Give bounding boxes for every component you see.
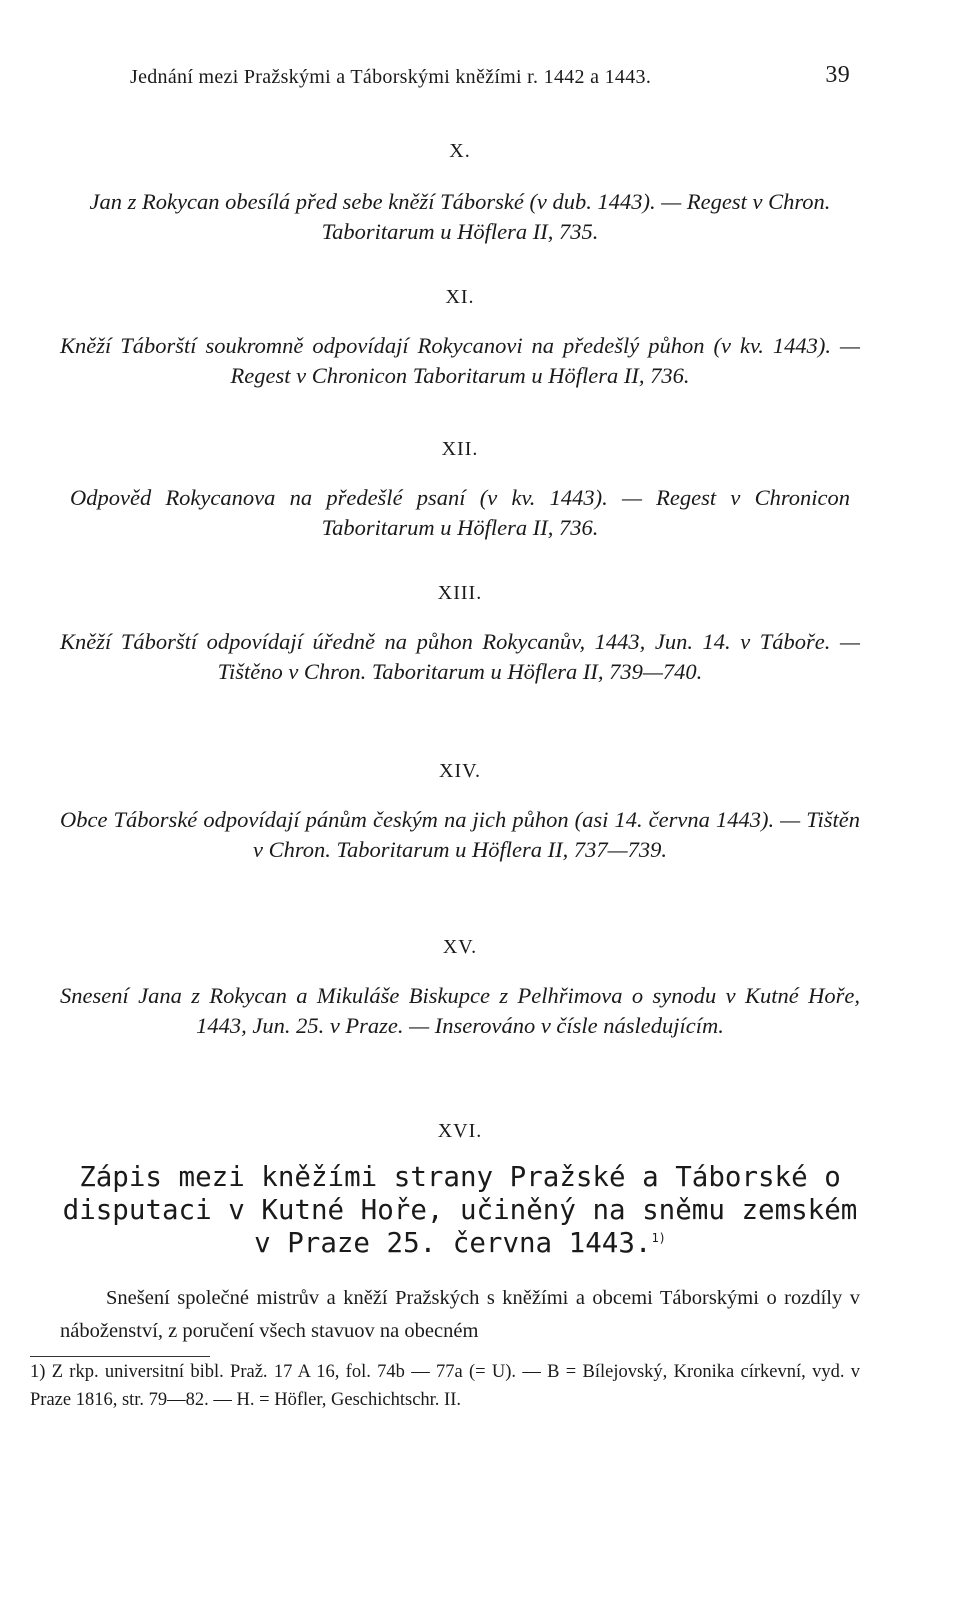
section-xvi <box>60 1120 860 1348</box>
section-numeral: XIII. <box>437 582 483 604</box>
footnote: 1) Z rkp. universitní bibl. Praž. 17 A 16, fol. 74b — 77a (= U). — B = Bílejovský, Kronika církevní, vyd. v Praze 1816, str. 79—82. — H. = Höfler, Geschichtschr. II. <box>30 1362 860 1410</box>
page-header <box>130 62 850 96</box>
section-numeral: XII. <box>441 438 479 460</box>
footnotes <box>30 1358 860 1414</box>
section-numeral: XI. <box>445 286 475 308</box>
page-number: 39 <box>825 62 850 88</box>
document-title <box>60 1161 860 1260</box>
section-regest: Obce Táborské odpovídají pánům českým na jich půhon (asi 14. června 1443). — Tištěn v Chron. Taboritarum u Höflera II, 737—739. <box>60 807 860 862</box>
section-numeral: X. <box>449 140 471 162</box>
section-xv <box>60 936 860 1041</box>
section-xii <box>60 438 860 543</box>
section-regest: Kněží Táborští soukromně odpovídají Rokycanovi na předešlý půhon (v kv. 1443). — Regest v Chronicon Taboritarum u Höflera II, 736. <box>60 333 860 388</box>
document-title-text: Zápis mezi kněžími strany Pražské a Táborské o disputaci v Kutné Hoře, učiněný na sněmu zemském v Praze 25. června 1443. <box>62 1161 858 1259</box>
section-regest: Jan z Rokycan obesílá před sebe kněží Táborské (v dub. 1443). — Regest v Chron. Taboritarum u Höflera II, 735. <box>89 189 831 244</box>
section-xi <box>60 286 860 391</box>
body-paragraph: Snešení společné mistrův a kněží Pražských s kněžími a obcemi Táborskými o rozdíly v náboženství, z poručení všech stavuov na obecném <box>60 1287 860 1342</box>
section-regest: Odpověd Rokycanova na předešlé psaní (v kv. 1443). — Regest v Chronicon Taboritarum u Höflera II, 736. <box>70 485 850 540</box>
section-xiii <box>60 582 860 687</box>
section-x <box>60 140 860 247</box>
footnote-divider <box>30 1356 210 1357</box>
section-numeral: XV. <box>442 936 478 958</box>
section-xiv <box>60 760 860 865</box>
running-title: Jednání mezi Pražskými a Táborskými kněžími r. 1442 a 1443. <box>130 66 652 88</box>
section-numeral: XVI. <box>437 1120 483 1142</box>
section-regest: Kněží Táborští odpovídají úředně na půhon Rokycanův, 1443, Jun. 14. v Táboře. — Tištěno v Chron. Taboritarum u Höflera II, 739—740. <box>60 629 860 684</box>
section-numeral: XIV. <box>439 760 481 782</box>
footnote-mark: 1) <box>651 1230 666 1245</box>
section-regest: Snesení Jana z Rokycan a Mikuláše Biskupce z Pelhřimova o synodu v Kutné Hoře, 1443, Jun. 25. v Praze. — Inserováno v čísle následujícím. <box>60 983 860 1038</box>
